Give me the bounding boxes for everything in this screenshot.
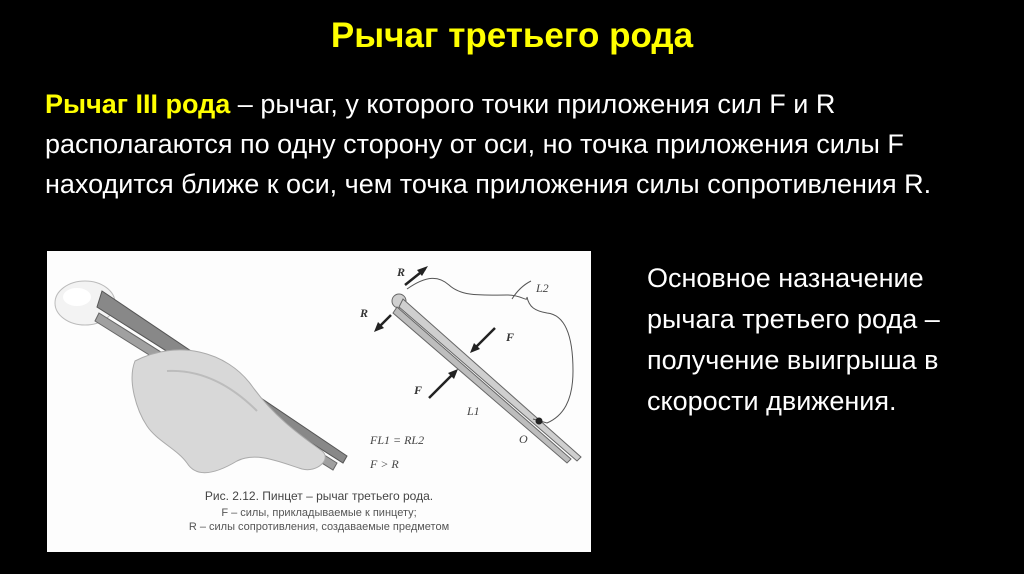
label-r-top: R bbox=[397, 265, 406, 279]
label-f-upper: F bbox=[506, 330, 515, 344]
side-note: Основное назначение рычага третьего рода – получение выигрыша в скорости движения. bbox=[647, 263, 940, 416]
slide-title: Рычаг третьего рода bbox=[330, 16, 694, 55]
cotton-highlight bbox=[63, 288, 91, 306]
definition-paragraph bbox=[45, 84, 995, 204]
formula-inequality: F > R bbox=[370, 457, 399, 471]
label-f-lower: F bbox=[414, 383, 423, 397]
definition-term: Рычаг III рода bbox=[45, 89, 231, 119]
gloved-hand-image bbox=[132, 350, 325, 473]
diagram-tweezer-arm-upper bbox=[399, 299, 581, 461]
figure-caption-line-1: F – силы, прикладываемые к пинцету; bbox=[221, 507, 417, 519]
l2-bracket bbox=[407, 278, 573, 423]
axis-point-o bbox=[536, 418, 543, 425]
figure-caption-title: Рис. 2.12. Пинцет – рычаг третьего рода. bbox=[204, 489, 434, 503]
label-r-left: R bbox=[360, 306, 369, 320]
l2-pointer bbox=[512, 281, 531, 299]
tweezers-figure bbox=[47, 251, 591, 552]
figure-caption-line-2: R – силы сопротивления, создаваемые предметом bbox=[188, 521, 450, 533]
definition-text: – рычаг, у которого точки приложения сил F и R располагаются по одну сторону от оси, но точка приложения силы F находится ближе к оси, чем точка приложения силы сопротивления R. bbox=[45, 89, 932, 199]
label-l2: L2 bbox=[536, 281, 549, 295]
label-o: O bbox=[519, 432, 528, 446]
label-l1: L1 bbox=[467, 404, 480, 418]
formula-moment: FL1 = RL2 bbox=[370, 433, 425, 447]
